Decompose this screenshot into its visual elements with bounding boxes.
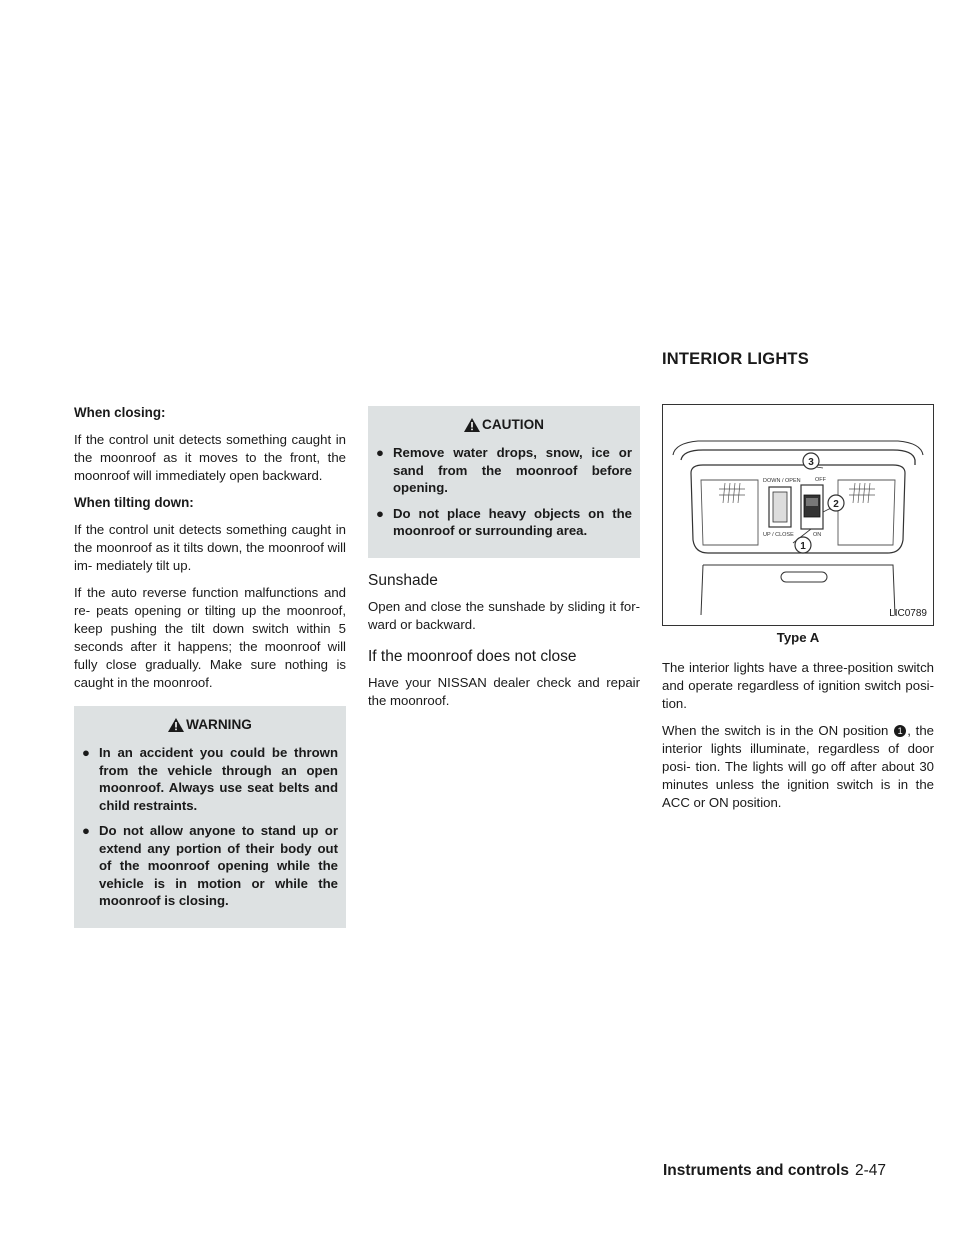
notclose-heading: If the moonroof does not close — [368, 647, 577, 665]
column-3 — [662, 404, 934, 821]
warning-title — [82, 716, 338, 734]
caution-icon — [464, 418, 480, 432]
closing-text: If the control unit detects something caught in the moonroof as it moves to the front, the moonroof will immediately open backward. — [74, 432, 346, 483]
warning-item: ● Do not allow anyone to stand up or extend any portion of their body out of the moonroof opening while the vehicle is in motion or while the moonroof is closing. — [82, 823, 338, 908]
caution-title — [376, 416, 632, 434]
interior-light-figure — [662, 404, 934, 626]
notclose-text: Have your NISSAN dealer check and repair the moonroof. — [368, 674, 640, 708]
caution-item: ● Do not place heavy objects on the moonroof or surrounding area. — [376, 505, 632, 538]
on-position-text: When the switch is in the ON position 1 , the interior lights illuminate, regardless of door posi- tion. The lights will go off after about 30 minutes unless the ignition switch is in the ACC or ON position. — [662, 723, 934, 810]
warning-icon — [168, 718, 184, 732]
warning-item: ● In an accident you could be thrown from the vehicle through an open moonroof. Always use seat belts and child restraints. — [82, 745, 338, 813]
tilting-heading: When tilting down: — [74, 495, 194, 510]
label-down-open: DOWN / OPEN — [763, 478, 801, 484]
figure-caption: Type A — [776, 630, 820, 645]
column-2 — [368, 404, 640, 719]
warning-box — [74, 706, 346, 928]
page-number: 2-47 — [854, 1162, 886, 1179]
interior-light-illustration — [663, 405, 933, 625]
column-1 — [74, 404, 346, 928]
closing-heading: When closing: — [74, 405, 166, 420]
section-title: INTERIOR LIGHTS — [662, 350, 809, 368]
intro-text: The interior lights have a three-position switch and operate regardless of ignition switch posi- tion. — [662, 660, 934, 711]
page-footer — [663, 1162, 886, 1180]
caution-title-text: CAUTION — [482, 417, 544, 432]
label-up-close: UP / CLOSE — [763, 532, 794, 538]
caution-item: ● Remove water drops, snow, ice or sand from the moonroof before opening. — [376, 445, 632, 495]
sunshade-heading: Sunshade — [368, 571, 438, 589]
position-1-marker: 1 — [894, 725, 906, 737]
label-off: OFF — [815, 477, 826, 483]
figure-id: LIC0789 — [889, 608, 927, 619]
footer-section: Instruments and controls — [662, 1162, 849, 1179]
malfunction-text: If the auto reverse function malfunctions and re- peats opening or tilting up the moonroof, keep pushing the tilt down switch within 5 seconds after it happens; the moonroof will fully close gradually. Make sure nothing is caught in the moonroof. — [74, 585, 346, 690]
warning-title-text: WARNING — [186, 717, 252, 732]
svg-text:3: 3 — [808, 457, 814, 468]
caution-box — [368, 406, 640, 558]
svg-text:2: 2 — [833, 499, 839, 510]
tilting-text: If the control unit detects something caught in the moonroof as it tilts down, the moonroof will im- mediately tilt up. — [74, 522, 346, 573]
svg-text:1: 1 — [800, 541, 806, 552]
sunshade-text: Open and close the sunshade by sliding it for- ward or backward. — [368, 598, 640, 632]
label-on: ON — [813, 532, 822, 538]
